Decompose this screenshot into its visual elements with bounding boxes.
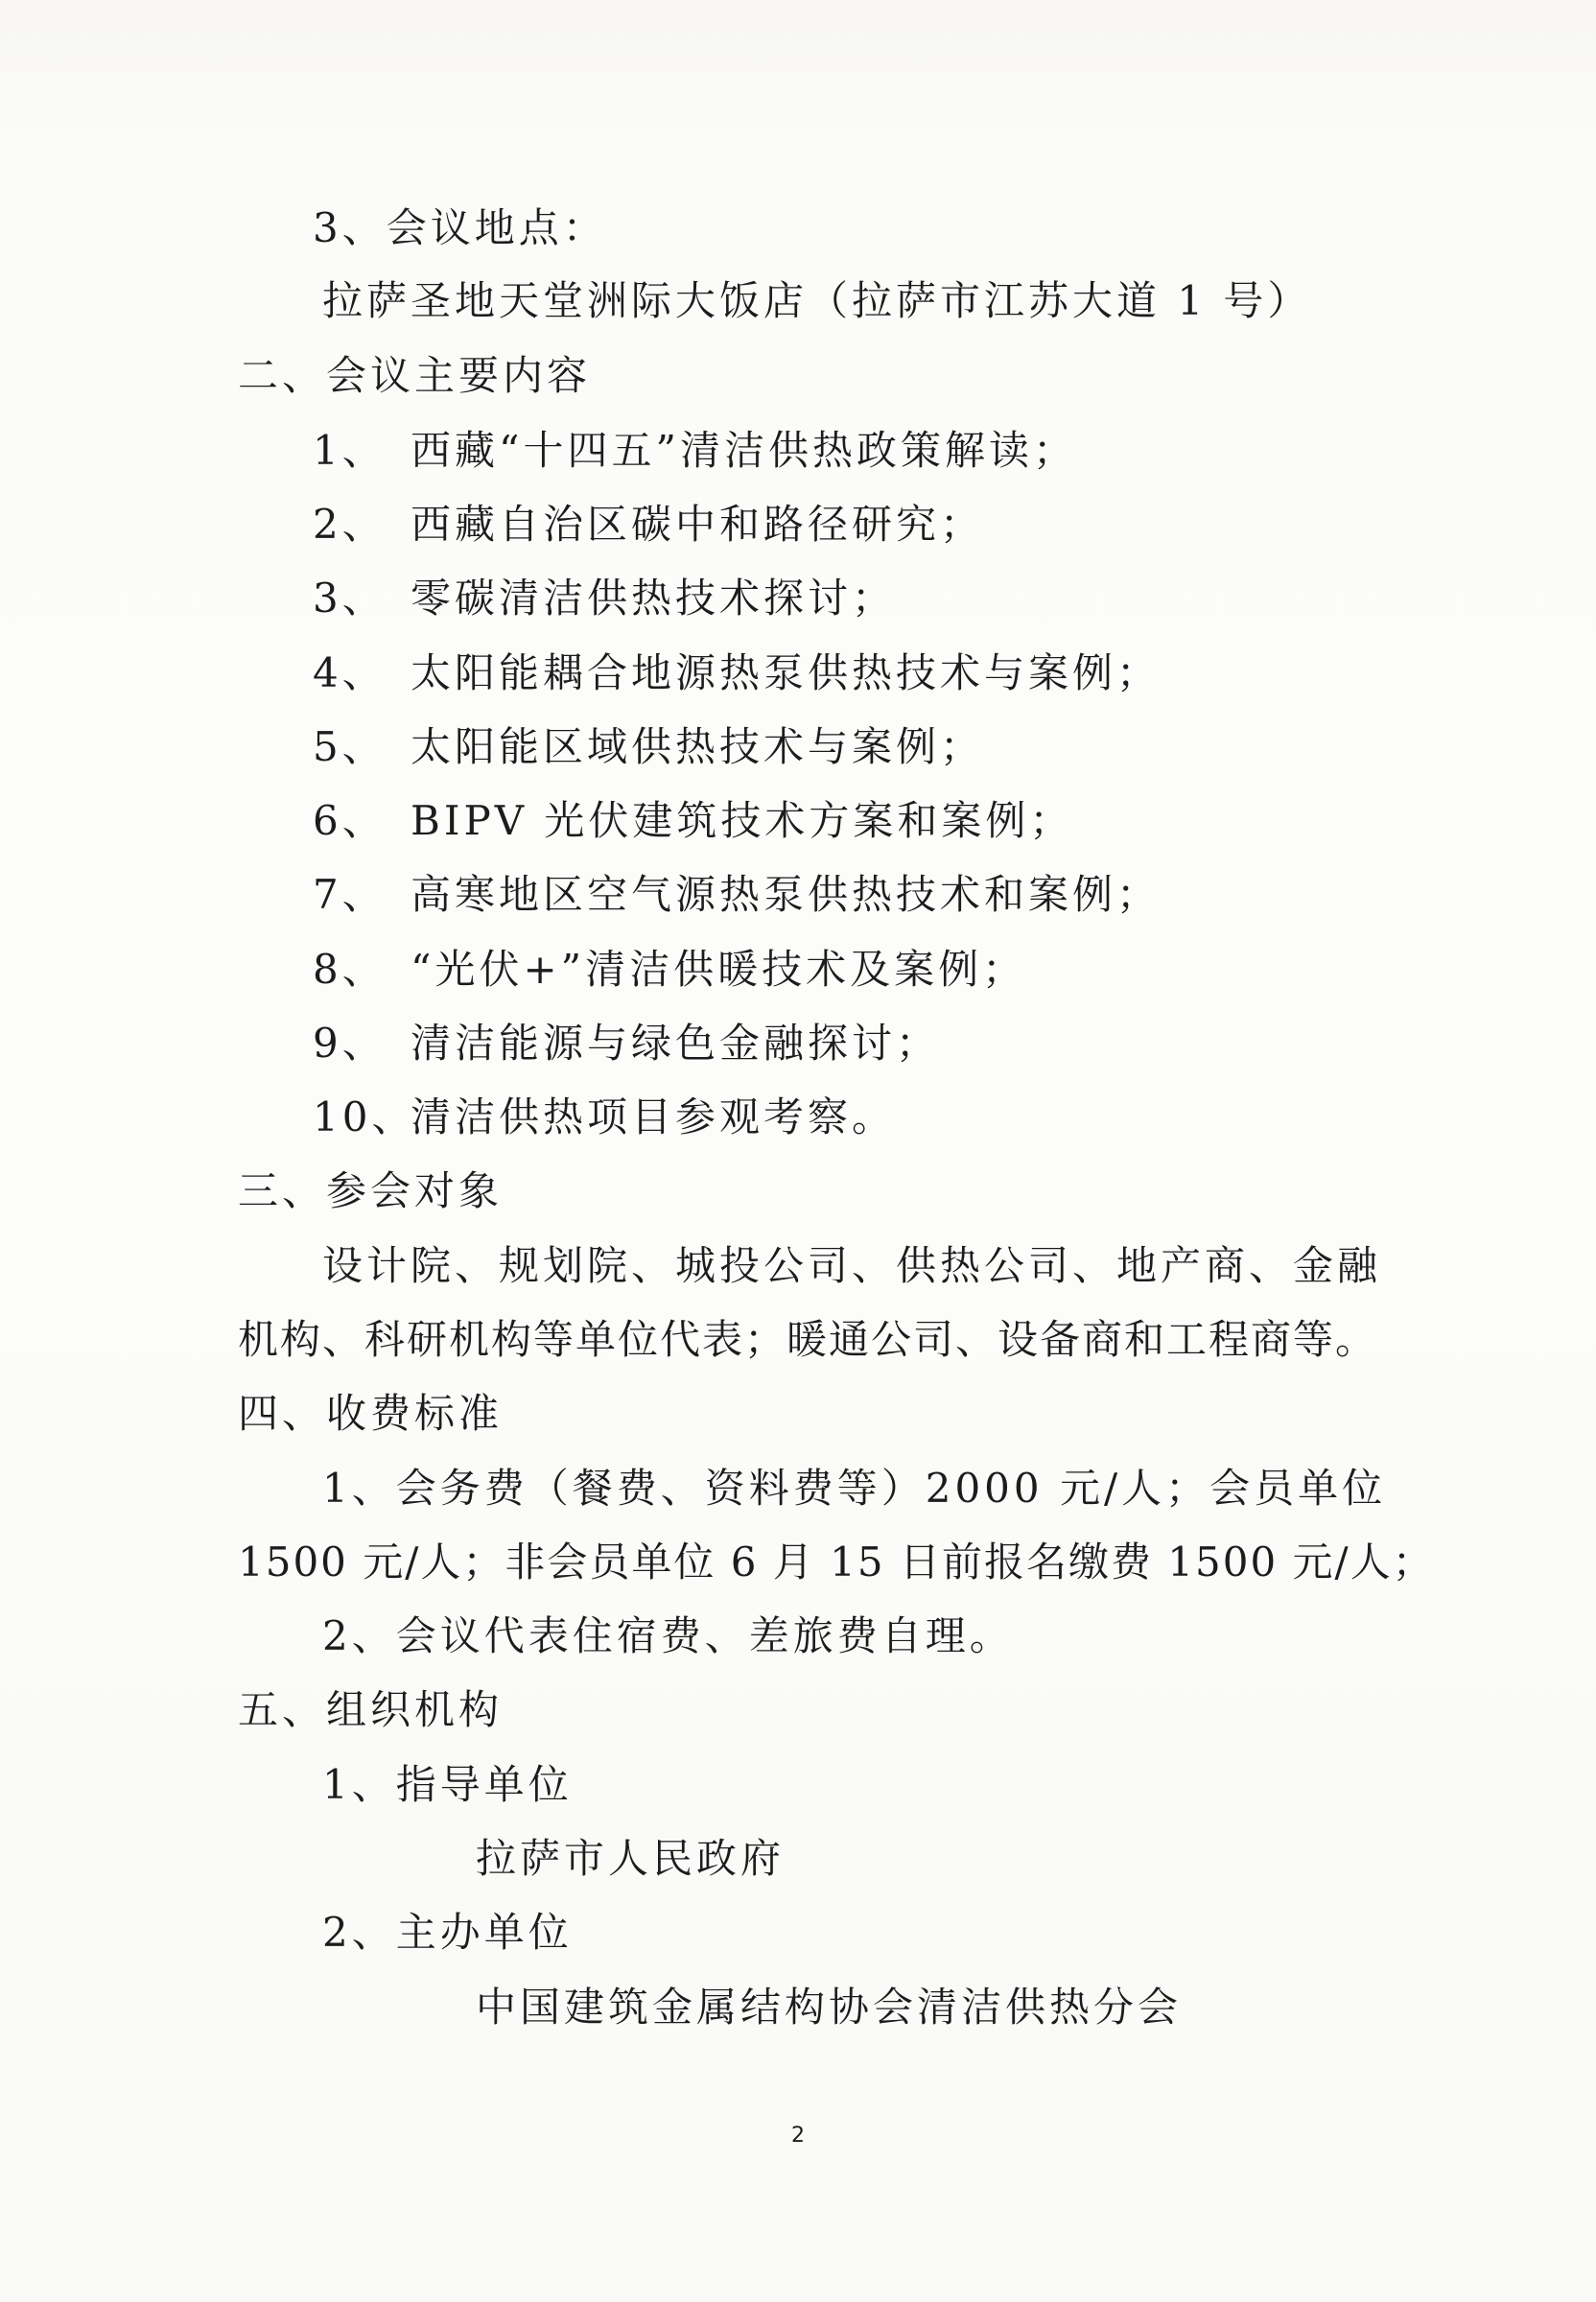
agenda-item-2 bbox=[313, 496, 984, 553]
fee-text-line-2: 1500 元/人；非会员单位 6 月 15 日前报名缴费 1500 元/人； bbox=[238, 1539, 1435, 1586]
agenda-item-3 bbox=[313, 570, 896, 627]
fee-text-line-1: 1、会务费（餐费、资料费等）2000 元/人；会员单位 bbox=[322, 1465, 1387, 1512]
agenda-item-text: 太阳能耦合地源热泵供热技术与案例； bbox=[411, 649, 1162, 696]
agenda-item-text: “光伏+”清洁供暖技术及案例； bbox=[411, 946, 1027, 993]
section-heading-attendees: 三、参会对象 bbox=[238, 1167, 504, 1214]
agenda-item-number: 6、 bbox=[313, 797, 387, 844]
agenda-item-5 bbox=[313, 718, 984, 776]
agenda-item-text: 清洁能源与绿色金融探讨； bbox=[411, 1020, 941, 1067]
venue-text: 拉萨圣地天堂洲际大饭店（拉萨市江苏大道 1 号） bbox=[322, 277, 1312, 324]
agenda-item-text: 太阳能区域供热技术与案例； bbox=[411, 723, 985, 770]
agenda-item-text: 西藏“十四五”清洁供热政策解读； bbox=[411, 427, 1077, 474]
guide-unit-name: 拉萨市人民政府 bbox=[476, 1835, 786, 1882]
agenda-item-1 bbox=[313, 422, 1077, 480]
attendees-text-line-1: 设计院、规划院、城投公司、供热公司、地产商、金融 bbox=[322, 1242, 1382, 1289]
guide-unit-heading: 1、指导单位 bbox=[322, 1761, 573, 1808]
host-unit-heading: 2、主办单位 bbox=[322, 1909, 573, 1956]
agenda-item-6 bbox=[313, 792, 1073, 850]
fee-text-line-3: 2、会议代表住宿费、差旅费自理。 bbox=[322, 1612, 1014, 1659]
host-unit-name: 中国建筑金属结构协会清洁供热分会 bbox=[476, 1984, 1183, 2031]
agenda-item-9 bbox=[313, 1015, 940, 1072]
agenda-item-number: 1、 bbox=[313, 427, 387, 474]
agenda-item-text: 西藏自治区碳中和路径研究； bbox=[411, 501, 985, 548]
agenda-item-number: 7、 bbox=[313, 871, 387, 918]
agenda-item-number: 4、 bbox=[313, 649, 387, 696]
section-heading-content: 二、会议主要内容 bbox=[238, 352, 592, 399]
agenda-item-text: 清洁供热项目参观考察。 bbox=[411, 1093, 897, 1140]
agenda-item-4 bbox=[313, 645, 1161, 702]
agenda-item-number: 3、 bbox=[313, 575, 387, 622]
agenda-item-8 bbox=[313, 941, 1026, 998]
section-heading-fees: 四、收费标准 bbox=[238, 1390, 504, 1437]
section-heading-organization: 五、组织机构 bbox=[238, 1686, 504, 1733]
agenda-item-number: 5、 bbox=[313, 723, 387, 770]
venue-heading: 3、会议地点： bbox=[313, 204, 607, 251]
agenda-item-10 bbox=[313, 1089, 896, 1146]
agenda-item-number: 10、 bbox=[313, 1093, 416, 1140]
agenda-item-7 bbox=[313, 866, 1161, 924]
agenda-item-text: BIPV 光伏建筑技术方案和案例； bbox=[411, 797, 1074, 844]
agenda-item-number: 9、 bbox=[313, 1020, 387, 1067]
agenda-item-text: 高寒地区空气源热泵供热技术和案例； bbox=[411, 871, 1162, 918]
agenda-item-number: 8、 bbox=[313, 946, 387, 993]
agenda-item-text: 零碳清洁供热技术探讨； bbox=[411, 575, 897, 622]
attendees-text-line-2: 机构、科研机构等单位代表；暖通公司、设备商和工程商等。 bbox=[238, 1316, 1378, 1363]
agenda-item-number: 2、 bbox=[313, 501, 387, 548]
page-number: 2 bbox=[791, 2124, 805, 2148]
